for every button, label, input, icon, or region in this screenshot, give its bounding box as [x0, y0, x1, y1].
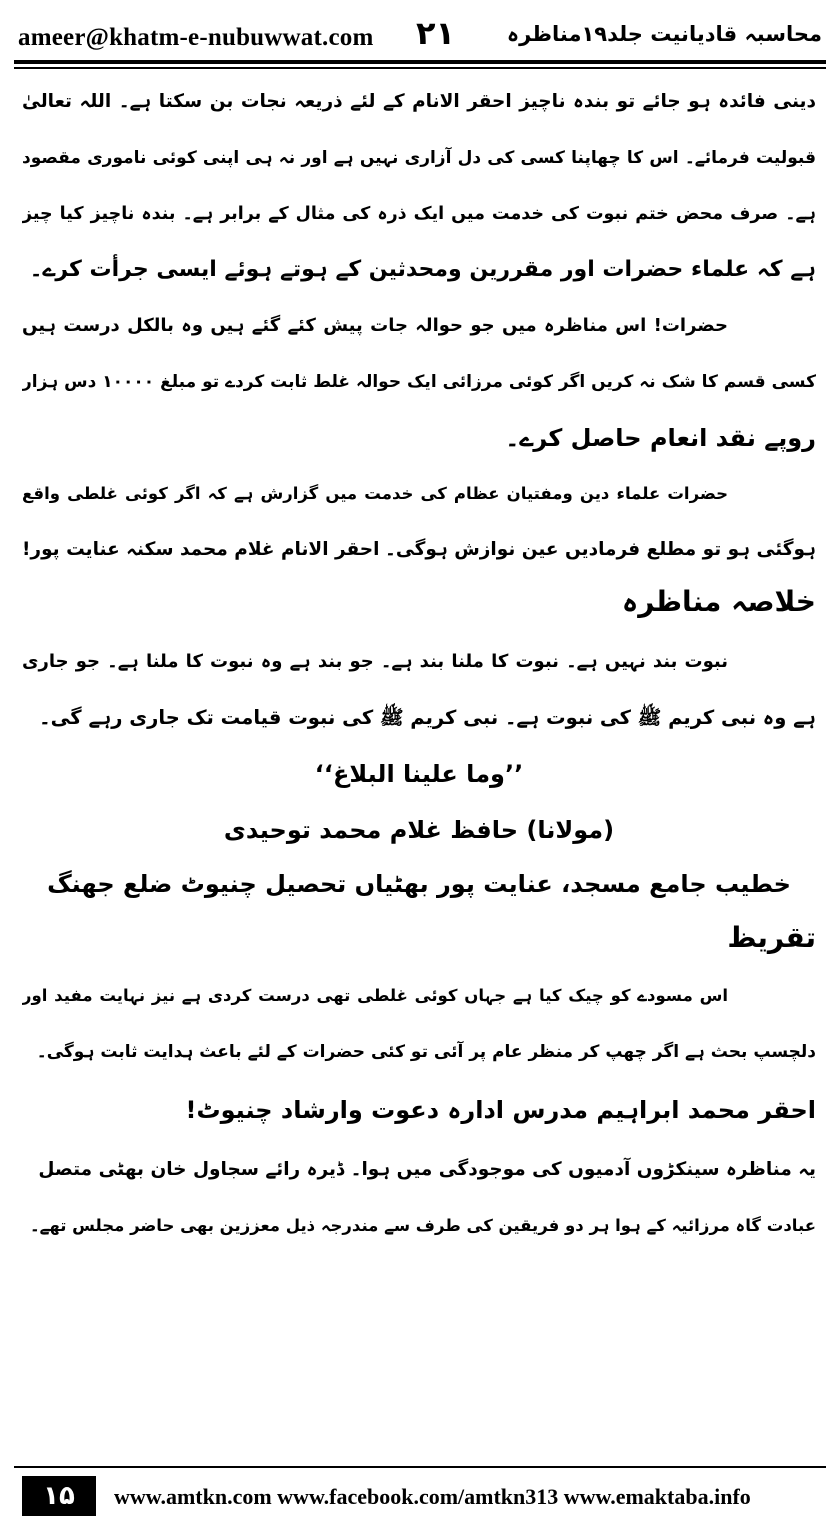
text-line: روپے نقد انعام حاصل کرے۔ [505, 424, 816, 452]
section-heading: خلاصہ مناظرہ [621, 585, 816, 618]
text-line: ہے۔ صرف محض ختم نبوت کی خدمت میں ایک ذرہ کی مثال کے برابر ہے۔ بندہ ناچیز کیا چیز [22, 204, 816, 224]
header-email: ameer@khatm-e-nubuwwat.com [18, 24, 374, 51]
text-line: یہ مناظرہ سینکڑوں آدمیوں کی موجودگی میں ہوا۔ ڈیرہ رائے سجاول خان بھٹی متصل [38, 1159, 816, 1180]
header-book-title: محاسبہ قادیانیت جلد۱۹مناظرہ [506, 22, 822, 46]
signature-name: (مولانا) حافظ غلام محمد توحیدی [223, 816, 615, 844]
footer-rule [14, 1466, 826, 1468]
text-line: کسی قسم کا شک نہ کریں اگر کوئی مرزائی ایک حوالہ غلط ثابت کردے تو مبلغ ۱۰۰۰۰ دس ہزار [22, 372, 816, 392]
text-line: قبولیت فرمائے۔ اس کا چھاپنا کسی کی دل آزاری نہیں ہے اور نہ ہی اپنی کوئی ناموری مقصود [22, 148, 816, 168]
text-line: دینی فائدہ ہو جائے تو بندہ ناچیز احقر الانام کے لئے ذریعہ نجات بن سکتا ہے۔ اللہ تعالیٰ [22, 91, 816, 112]
page-body [22, 74, 816, 1460]
text-line: حضرات علماء دین ومفتیان عظام کی خدمت میں گزارش ہے کہ اگر کوئی غلطی واقع [22, 484, 728, 503]
text-line-split [22, 522, 816, 578]
author-signature: احقر الانام غلام محمد سکنہ عنایت پور! [22, 539, 380, 560]
signature-address: خطیب جامع مسجد، عنایت پور بھٹیاں تحصیل چنیوٹ ضلع جھنگ [47, 870, 791, 898]
reviewer-signature: احقر محمد ابراہیم مدرس ادارہ دعوت وارشاد چنیوٹ! [185, 1096, 816, 1124]
text-segment: ہوگئی ہو تو مطلع فرمادیں عین نوازش ہوگی۔ [385, 539, 816, 560]
section-heading: تقریظ [727, 921, 816, 954]
page-number: ۱۵ [22, 1476, 96, 1516]
page-header [18, 14, 822, 56]
text-line: عبادت گاہ مرزائیہ کے ہوا ہر دو فریقین کی طرف سے مندرجہ ذیل معززین بھی حاضر مجلس تھے۔ [30, 1216, 816, 1235]
page-footer [14, 1466, 826, 1522]
header-rule-thin [14, 67, 826, 69]
header-page-marker: ۲۱ [416, 14, 456, 52]
text-line: ہے وہ نبی کریم ﷺ کی نبوت ہے۔ نبی کریم ﷺ کی نبوت قیامت تک جاری رہے گی۔ [39, 706, 816, 729]
text-line: دلچسپ بحث ہے اگر چھپ کر منظر عام پر آئی تو کئی حضرات کے لئے باعث ہدایت ثابت ہوگی۔ [36, 1042, 816, 1062]
text-line: ہے کہ علماء حضرات اور مقررین ومحدثین کے ہوتے ہوئے ایسی جرأت کرے۔ [29, 257, 816, 282]
text-line: نبوت بند نہیں ہے۔ نبوت کا ملنا بند ہے۔ جو بند ہے وہ نبوت کا ملنا ہے۔ جو جاری [22, 651, 728, 672]
text-line: اس مسودے کو چیک کیا ہے جہاں کوئی غلطی تھی درست کردی ہے نیز نہایت مفید اور [22, 986, 728, 1005]
closing-phrase: ’’وما علینا البلاغ‘‘ [314, 760, 524, 788]
header-rule-thick [14, 60, 826, 64]
footer-links: www.amtkn.com www.facebook.com/amtkn313 www.emaktaba.info [114, 1484, 751, 1509]
text-line: حضرات! اس مناظرہ میں جو حوالہ جات پیش کئے گئے ہیں وہ بالکل درست ہیں [22, 315, 728, 336]
